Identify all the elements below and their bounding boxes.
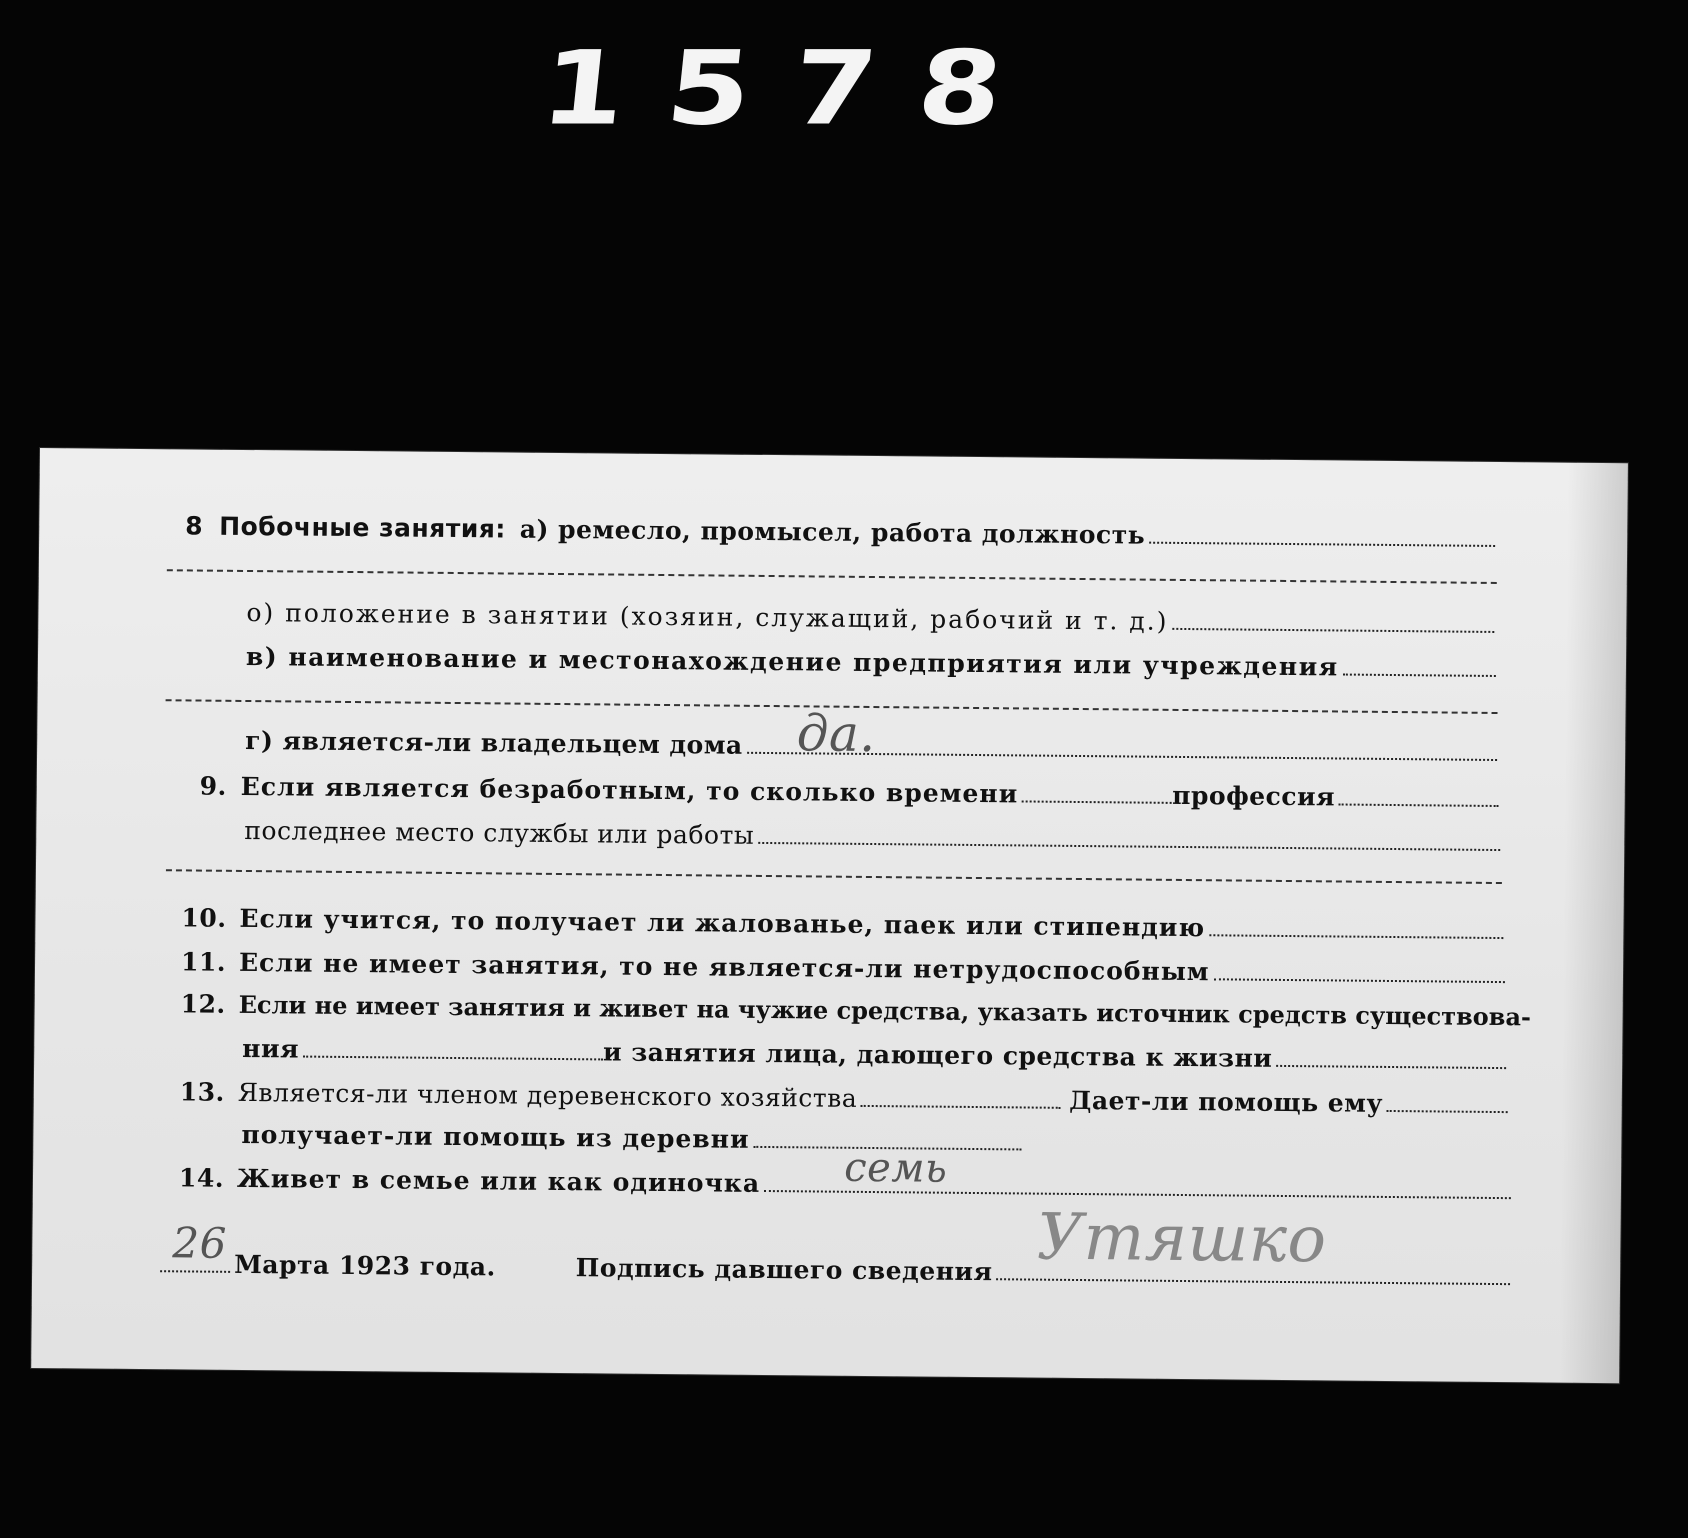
q9-profession-field[interactable] xyxy=(1339,785,1499,807)
q12-source-field[interactable] xyxy=(303,1038,603,1061)
q8-g-answer: да. xyxy=(796,704,877,764)
q8-b-label: о) положение в занятии (хозяин, служащий, рабочий и т. д.) xyxy=(246,597,1169,636)
q10-row xyxy=(181,903,1503,945)
q8-a-continuation-line xyxy=(167,569,1497,584)
q9-duration-field[interactable] xyxy=(1022,782,1172,803)
q10-number: 10. xyxy=(181,903,227,933)
q12-cont2-label: и занятия лица, дающего средства к жизни xyxy=(602,1037,1273,1073)
footer-date: Марта 1923 года. xyxy=(234,1249,496,1282)
q12-number: 12. xyxy=(180,989,226,1019)
q8-g-field[interactable] xyxy=(747,704,1498,764)
q8-a-label: а) ремесло, промысел, работа должность xyxy=(519,514,1146,550)
q8-v-label: в) наименование и местонахождение предприятия или учреждения xyxy=(245,641,1339,682)
q13-row xyxy=(180,1077,1508,1119)
q9-line2-row xyxy=(244,816,1500,857)
q8-a-field[interactable] xyxy=(1149,524,1495,547)
q9-label: Если является безработным, то сколько времени xyxy=(240,771,1019,809)
q8-heading: Побочные занятия: xyxy=(219,511,507,544)
q9-row xyxy=(183,771,1499,813)
q13-number: 13. xyxy=(179,1077,225,1107)
q12-row xyxy=(180,989,1532,1032)
q9-label-profession: профессия xyxy=(1172,780,1336,812)
q10-label: Если учится, то получает ли жалованье, паек или стипендию xyxy=(239,903,1206,943)
q13-line2-label: получает-ли помощь из деревни xyxy=(241,1119,750,1154)
q13-label-help: Дает-ли помощь ему xyxy=(1069,1085,1384,1118)
q12-cont1-label: ния xyxy=(242,1033,300,1064)
footer-signature-field[interactable] xyxy=(996,1200,1510,1285)
q8-g-label: г) является-ли владельцем дома xyxy=(245,725,743,760)
q14-row xyxy=(178,1144,1511,1205)
q14-number: 14. xyxy=(178,1163,225,1193)
q8-number: 8 xyxy=(185,511,204,541)
q11-field[interactable] xyxy=(1214,960,1506,983)
q8-a-row xyxy=(185,511,1495,553)
q8-v-row xyxy=(246,642,1496,683)
q11-number: 11. xyxy=(180,947,227,977)
footer-day-field[interactable] xyxy=(160,1218,230,1273)
q14-label: Живет в семье или как одиночка xyxy=(236,1163,761,1198)
census-card xyxy=(31,448,1628,1383)
q10-field[interactable] xyxy=(1209,916,1504,939)
q8-b-field[interactable] xyxy=(1172,610,1494,633)
q9-number: 9. xyxy=(199,771,227,801)
q9-continuation-line xyxy=(166,869,1502,884)
frame-number: 1578 xyxy=(535,30,1050,149)
q11-row xyxy=(181,947,1505,989)
q13-member-field[interactable] xyxy=(861,1087,1061,1109)
q14-field[interactable] xyxy=(764,1144,1511,1199)
q9-last-job-field[interactable] xyxy=(758,824,1500,851)
q12-cont-row xyxy=(242,1034,1506,1075)
q9-line2-label: последнее место службы или работы xyxy=(244,815,755,850)
q8-b-row xyxy=(246,598,1494,639)
footer-day: 26 xyxy=(172,1218,228,1268)
q12-label: Если не имеет занятия и живет на чужие средства, указать источник средств существова- xyxy=(238,989,1532,1032)
footer-row xyxy=(160,1200,1510,1291)
q14-answer: семь xyxy=(844,1144,948,1192)
q11-label: Если не имеет занятия, то не является-ли нетрудоспособным xyxy=(238,947,1210,987)
q8-g-row xyxy=(245,704,1497,767)
footer-signature-label: Подпись давшего сведения xyxy=(575,1253,993,1287)
q8-v-field[interactable] xyxy=(1343,656,1496,677)
q13-label: Является-ли членом деревенского хозяйства xyxy=(237,1077,858,1113)
q13-help-field[interactable] xyxy=(1387,1092,1508,1113)
footer-signature: Утяшко xyxy=(1036,1200,1327,1278)
q12-provider-field[interactable] xyxy=(1276,1047,1506,1069)
